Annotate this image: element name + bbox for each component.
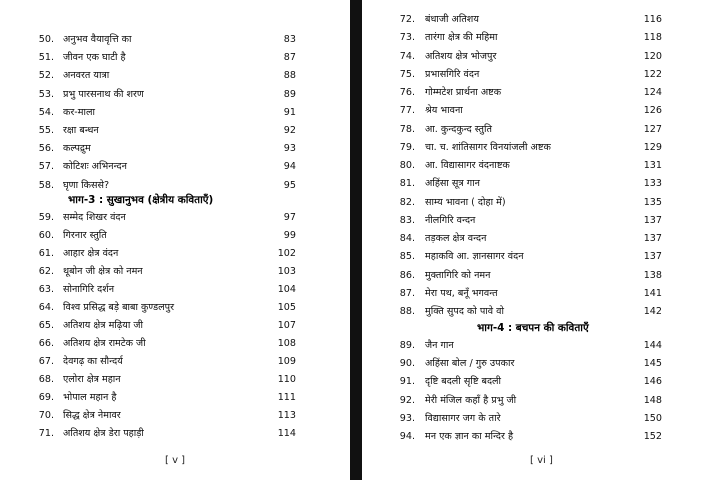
entry-title: जैन गान — [425, 340, 454, 351]
toc-entry — [362, 48, 712, 66]
toc-entry — [362, 84, 712, 102]
toc-entry — [362, 66, 712, 84]
entry-title: विद्यासागर जग के तारे — [425, 412, 501, 424]
entry-number: 55. — [38, 125, 54, 136]
toc-entry — [0, 209, 350, 227]
toc-entry — [0, 67, 350, 85]
entry-title: अतिशय क्षेत्र भोजपुर — [425, 50, 497, 62]
entry-number: 59. — [38, 212, 54, 223]
entry-page: 116 — [643, 14, 662, 25]
entry-page: 124 — [643, 87, 662, 98]
entry-number: 94. — [399, 431, 415, 442]
entry-page: 109 — [277, 356, 296, 367]
entry-title: महाकवि आ. ज्ञानसागर वंदन — [425, 251, 524, 263]
toc-entry — [0, 299, 350, 317]
entry-number: 91. — [399, 376, 415, 388]
toc-entry — [0, 335, 350, 353]
entry-title: मेरा पथ, बनूँ भगवन्त — [425, 287, 498, 299]
entry-number: 83. — [399, 214, 415, 226]
toc-entry — [0, 281, 350, 299]
toc-entry — [0, 425, 350, 443]
toc-entry — [0, 122, 350, 140]
entry-title: कल्पद्रुम — [63, 143, 91, 155]
entry-title: सोनागिरि दर्शन — [63, 284, 115, 295]
entry-title: सिद्ध क्षेत्र नेमावर — [63, 410, 121, 421]
entry-number: 75. — [399, 68, 415, 80]
entry-page: 122 — [643, 68, 662, 80]
entry-page: 146 — [643, 376, 662, 388]
right-page — [362, 0, 712, 480]
entry-title: प्रभु पारसनाथ की शरण — [63, 88, 144, 100]
entry-page: 138 — [643, 269, 662, 281]
entry-page: 95 — [283, 179, 296, 191]
entry-page: 126 — [643, 105, 662, 117]
toc-entry — [0, 245, 350, 263]
entry-number: 60. — [38, 230, 54, 241]
entry-title: विश्व प्रसिद्ध बड़े बाबा कुण्डलपुर — [63, 302, 174, 313]
entry-page: 87 — [283, 52, 296, 64]
entry-page: 105 — [277, 302, 296, 313]
entry-number: 77. — [399, 105, 415, 117]
entry-page: 152 — [643, 431, 662, 442]
entry-page: 113 — [277, 410, 296, 421]
entry-title: गिरनार स्तुति — [63, 230, 107, 241]
entry-page: 135 — [643, 196, 662, 208]
entry-title: मुक्ति सुपद को पावे वो — [425, 306, 504, 317]
entry-title: सम्मेद शिखर वंदन — [63, 212, 126, 223]
entry-page: 111 — [277, 392, 296, 403]
entry-number: 92. — [399, 394, 415, 406]
entry-page: 89 — [283, 88, 296, 100]
entry-page: 127 — [643, 123, 662, 135]
toc-entry — [362, 29, 712, 47]
entry-page: 131 — [643, 160, 662, 171]
toc-entry — [0, 86, 350, 104]
entry-page: 129 — [643, 141, 662, 153]
entry-number: 58. — [38, 179, 54, 191]
entry-title: अतिशय क्षेत्र मढ़िया जी — [63, 320, 143, 331]
toc-entry — [362, 102, 712, 120]
entry-title: साम्य भावना ( दोहा में) — [425, 196, 506, 208]
entry-number: 81. — [399, 178, 415, 190]
entry-title: मेरी मंजिल कहाँ है प्रभु जी — [425, 394, 517, 406]
entry-title: मन एक ज्ञान का मन्दिर है — [425, 431, 514, 442]
entry-title: गोम्मटेश प्रार्थना अष्टक — [425, 87, 502, 98]
entry-page: 118 — [643, 32, 662, 44]
entry-title: मुक्तागिरि को नमन — [425, 269, 491, 281]
entry-title: कोटिशः अभिनन्दन — [63, 161, 127, 173]
entry-title: अहिंसा सूत्र गान — [425, 178, 480, 190]
entry-number: 52. — [38, 70, 54, 82]
entry-page: 83 — [283, 34, 296, 45]
toc-entry — [0, 353, 350, 371]
toc-entry — [362, 121, 712, 139]
entry-title: नीलगिरि वन्दन — [425, 214, 476, 226]
entry-title: दृष्टि बदली सृष्टि बदली — [425, 376, 502, 388]
entry-number: 65. — [38, 320, 54, 331]
entry-page: 141 — [643, 287, 662, 299]
toc-entry — [0, 140, 350, 158]
entry-page: 137 — [643, 251, 662, 263]
left-page — [0, 0, 350, 480]
entry-title: थूबोन जी क्षेत्र को नमन — [63, 266, 143, 277]
book-spine — [350, 0, 362, 480]
entry-page: 97 — [283, 212, 296, 223]
entry-title: चा. च. शांतिसागर विनयांजली अष्टक — [425, 141, 551, 153]
entry-number: 68. — [38, 374, 54, 385]
entry-number: 78. — [399, 123, 415, 135]
entry-title: अनवरत यात्रा — [63, 70, 110, 82]
entry-title: आ. कुन्दकुन्द स्तुति — [425, 123, 492, 135]
entry-page: 93 — [283, 143, 296, 155]
toc-entry — [362, 11, 712, 29]
entry-number: 76. — [399, 87, 415, 98]
toc-entry — [362, 212, 712, 230]
entry-page: 137 — [643, 233, 662, 244]
toc-entry — [0, 227, 350, 245]
entry-number: 80. — [399, 160, 415, 171]
entry-number: 67. — [38, 356, 54, 367]
entry-title: तारंगा क्षेत्र की महिमा — [425, 32, 498, 44]
entry-number: 69. — [38, 392, 54, 403]
entry-number: 93. — [399, 412, 415, 424]
entry-page: 150 — [643, 412, 662, 424]
toc-entry — [362, 373, 712, 391]
entry-number: 63. — [38, 284, 54, 295]
toc-entry — [362, 175, 712, 193]
entry-number: 89. — [399, 340, 415, 351]
entry-number: 74. — [399, 50, 415, 62]
entry-number: 53. — [38, 88, 54, 100]
entry-number: 73. — [399, 32, 415, 44]
entry-page: 99 — [283, 230, 296, 241]
entry-title: देवगढ़ का सौन्दर्य — [63, 356, 123, 367]
entry-page: 137 — [643, 214, 662, 226]
entry-title: घृणा किससे? — [63, 179, 110, 191]
entry-title: प्रभासगिरि वंदन — [425, 68, 480, 80]
entry-number: 70. — [38, 410, 54, 421]
toc-entry — [0, 158, 350, 176]
entry-page: 148 — [643, 394, 662, 406]
toc-entry — [0, 371, 350, 389]
toc-entry — [0, 407, 350, 425]
entry-title: अतिशय क्षेत्र रामटेक जी — [63, 338, 146, 349]
entry-number: 87. — [399, 287, 415, 299]
entry-number: 62. — [38, 266, 54, 277]
entry-title: आहार क्षेत्र वंदन — [63, 248, 119, 259]
entry-page: 92 — [283, 125, 296, 136]
toc-entry — [362, 267, 712, 285]
entry-page: 91 — [283, 106, 296, 118]
entry-title: बंधाजी अतिशय — [425, 14, 479, 25]
toc-entry — [362, 392, 712, 410]
toc-entry — [362, 285, 712, 303]
entry-number: 84. — [399, 233, 415, 244]
entry-page: 102 — [277, 248, 296, 259]
entry-title: एलोरा क्षेत्र महान — [63, 374, 121, 385]
entry-title: रक्षा बन्धन — [63, 125, 99, 136]
entry-number: 61. — [38, 248, 54, 259]
entry-title: श्रेय भावना — [425, 105, 463, 117]
toc-entry — [0, 389, 350, 407]
entry-number: 66. — [38, 338, 54, 349]
entry-number: 64. — [38, 302, 54, 313]
entry-number: 57. — [38, 161, 54, 173]
entry-page: 104 — [277, 284, 296, 295]
toc-entry — [362, 157, 712, 175]
entry-number: 54. — [38, 106, 54, 118]
entry-page: 120 — [643, 50, 662, 62]
entry-title: जीवन एक घाटी है — [63, 52, 126, 64]
toc-entry — [362, 230, 712, 248]
section-heading: भाग-4 : बचपन की कविताएँ — [477, 322, 589, 334]
entry-title: तड़कल क्षेत्र वन्दन — [425, 233, 487, 244]
entry-number: 79. — [399, 141, 415, 153]
entry-page: 142 — [643, 306, 662, 317]
toc-entry — [362, 337, 712, 355]
toc-entry — [362, 248, 712, 266]
entry-title: आ. विद्यासागर वंदनाष्टक — [425, 160, 510, 171]
entry-title: अनुभव वैयावृत्ति का — [63, 34, 132, 45]
entry-number: 51. — [38, 52, 54, 64]
entry-page: 144 — [643, 340, 662, 351]
entry-title: अतिशय क्षेत्र डेरा पहाड़ी — [63, 428, 144, 439]
entry-page: 145 — [643, 358, 662, 370]
toc-entry — [0, 104, 350, 122]
entry-title: भोपाल महान है — [63, 392, 117, 403]
page-folio: [ vi ] — [530, 455, 553, 466]
entry-page: 103 — [277, 266, 296, 277]
toc-entry — [362, 428, 712, 446]
entry-page: 108 — [277, 338, 296, 349]
toc-entry — [0, 31, 350, 49]
section-heading: भाग-3 : सुखानुभव (क्षेत्रीय कविताएँ) — [68, 194, 214, 206]
page-folio: [ v ] — [165, 455, 186, 466]
entry-title: अहिंसा बोल / गुरु उपकार — [425, 358, 515, 370]
toc-entry — [0, 49, 350, 67]
entry-number: 90. — [399, 358, 415, 370]
entry-page: 114 — [277, 428, 296, 439]
entry-page: 94 — [283, 161, 296, 173]
entry-page: 88 — [283, 70, 296, 82]
entry-title: कर-माला — [63, 106, 95, 118]
entry-number: 86. — [399, 269, 415, 281]
entry-page: 133 — [643, 178, 662, 190]
entry-page: 107 — [277, 320, 296, 331]
toc-entry — [362, 355, 712, 373]
toc-entry — [362, 410, 712, 428]
entry-page: 110 — [277, 374, 296, 385]
entry-number: 82. — [399, 196, 415, 208]
toc-entry — [0, 317, 350, 335]
entry-number: 71. — [38, 428, 54, 439]
entry-number: 56. — [38, 143, 54, 155]
toc-entry — [362, 194, 712, 212]
entry-number: 50. — [38, 34, 54, 45]
entry-number: 85. — [399, 251, 415, 263]
entry-number: 88. — [399, 306, 415, 317]
toc-entry — [0, 263, 350, 281]
entry-number: 72. — [399, 14, 415, 25]
toc-entry — [362, 139, 712, 157]
